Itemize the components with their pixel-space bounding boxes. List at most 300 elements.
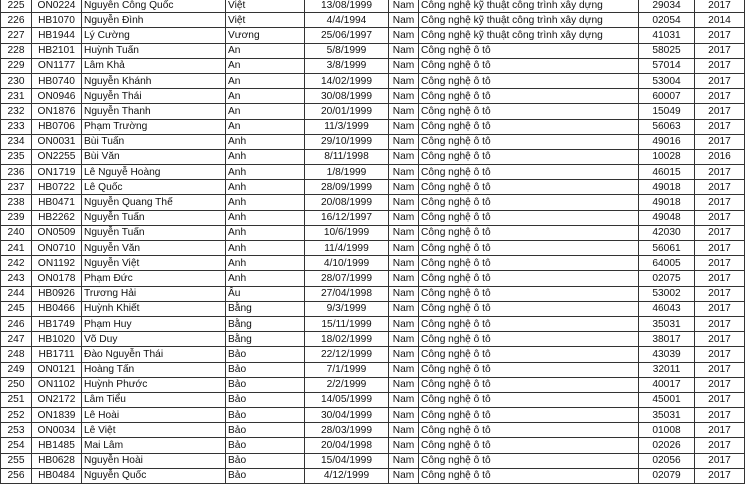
cell-stt: 225 [1,0,32,13]
table-row [1,301,745,316]
cell-code: 49018 [639,180,695,195]
cell-code: 46043 [639,301,695,316]
cell-stt: 250 [1,377,32,392]
cell-year: 2017 [695,58,745,73]
cell-year: 2017 [695,392,745,407]
cell-gender: Nam [389,271,419,286]
cell-family-middle-name: Nguyễn Quang Thế [82,195,226,210]
cell-family-middle-name: Nguyễn Văn [82,241,226,256]
cell-student-code: HB1070 [32,13,82,28]
cell-date-of-birth: 4/4/1994 [305,13,389,28]
cell-year: 2017 [695,438,745,453]
cell-given-name: Bảo [226,362,305,377]
cell-gender: Nam [389,73,419,88]
table-row [1,438,745,453]
table-row [1,316,745,331]
cell-given-name: Bảo [226,347,305,362]
cell-given-name: Bằng [226,301,305,316]
cell-gender: Nam [389,210,419,225]
cell-gender: Nam [389,119,419,134]
cell-date-of-birth: 10/6/1999 [305,225,389,240]
cell-gender: Nam [389,180,419,195]
cell-family-middle-name: Nguyễn Việt [82,256,226,271]
cell-date-of-birth: 22/12/1999 [305,347,389,362]
cell-year: 2017 [695,423,745,438]
cell-year: 2017 [695,408,745,423]
cell-code: 56063 [639,119,695,134]
cell-stt: 253 [1,423,32,438]
cell-given-name: An [226,43,305,58]
cell-gender: Nam [389,301,419,316]
cell-date-of-birth: 11/4/1999 [305,241,389,256]
table-row [1,180,745,195]
cell-date-of-birth: 20/04/1998 [305,438,389,453]
table-row [1,134,745,149]
cell-student-code: ON1719 [32,165,82,180]
table-row [1,28,745,43]
cell-year: 2017 [695,195,745,210]
cell-gender: Nam [389,408,419,423]
cell-year: 2017 [695,286,745,301]
cell-given-name: Anh [226,134,305,149]
cell-code: 43039 [639,347,695,362]
cell-given-name: Bảo [226,438,305,453]
cell-given-name: Bằng [226,332,305,347]
cell-major: Công nghệ ô tô [419,241,639,256]
cell-gender: Nam [389,453,419,468]
table-row [1,43,745,58]
cell-given-name: Bảo [226,377,305,392]
cell-stt: 244 [1,286,32,301]
cell-year: 2017 [695,28,745,43]
cell-year: 2017 [695,453,745,468]
cell-stt: 251 [1,392,32,407]
cell-major: Công nghệ ô tô [419,256,639,271]
cell-year: 2017 [695,0,745,13]
cell-date-of-birth: 16/12/1997 [305,210,389,225]
cell-gender: Nam [389,58,419,73]
cell-student-code: HB1749 [32,316,82,331]
table-row [1,377,745,392]
table-row [1,271,745,286]
cell-date-of-birth: 28/03/1999 [305,423,389,438]
cell-code: 49016 [639,134,695,149]
table-row [1,286,745,301]
cell-student-code: ON2172 [32,392,82,407]
cell-stt: 235 [1,149,32,164]
cell-date-of-birth: 25/06/1997 [305,28,389,43]
cell-given-name: Vương [226,28,305,43]
cell-year: 2017 [695,225,745,240]
cell-gender: Nam [389,43,419,58]
cell-year: 2014 [695,13,745,28]
cell-stt: 229 [1,58,32,73]
cell-major: Công nghệ ô tô [419,149,639,164]
cell-student-code: HB1944 [32,28,82,43]
cell-code: 29034 [639,0,695,13]
cell-major: Công nghệ ô tô [419,89,639,104]
cell-family-middle-name: Lý Cường [82,28,226,43]
cell-student-code: ON0031 [32,134,82,149]
table-row [1,362,745,377]
cell-major: Công nghệ ô tô [419,165,639,180]
cell-family-middle-name: Nguyễn Quốc [82,468,226,483]
table-row [1,89,745,104]
cell-student-code: HB0740 [32,73,82,88]
cell-family-middle-name: Lê Quốc [82,180,226,195]
cell-date-of-birth: 4/12/1999 [305,468,389,483]
cell-gender: Nam [389,362,419,377]
cell-date-of-birth: 4/10/1999 [305,256,389,271]
cell-major: Công nghệ ô tô [419,347,639,362]
cell-family-middle-name: Đào Nguyễn Thái [82,347,226,362]
cell-year: 2017 [695,468,745,483]
cell-family-middle-name: Nguyễn Tuấn [82,210,226,225]
cell-given-name: An [226,73,305,88]
cell-code: 01008 [639,423,695,438]
cell-major: Công nghệ ô tô [419,332,639,347]
cell-major: Công nghệ ô tô [419,43,639,58]
cell-date-of-birth: 28/07/1999 [305,271,389,286]
cell-student-code: ON1192 [32,256,82,271]
cell-gender: Nam [389,225,419,240]
cell-stt: 234 [1,134,32,149]
cell-major: Công nghệ kỹ thuật công trình xây dựng [419,0,639,13]
cell-stt: 243 [1,271,32,286]
cell-gender: Nam [389,241,419,256]
cell-code: 46015 [639,165,695,180]
cell-given-name: Bảo [226,423,305,438]
cell-gender: Nam [389,377,419,392]
cell-code: 60007 [639,89,695,104]
cell-student-code: HB0722 [32,180,82,195]
cell-date-of-birth: 15/04/1999 [305,453,389,468]
cell-year: 2017 [695,377,745,392]
cell-family-middle-name: Lê Nguyễ Hoàng [82,165,226,180]
cell-student-code: ON0710 [32,241,82,256]
cell-gender: Nam [389,256,419,271]
cell-code: 57014 [639,58,695,73]
table-row [1,0,745,13]
cell-given-name: Anh [226,149,305,164]
cell-year: 2017 [695,362,745,377]
cell-student-code: ON1177 [32,58,82,73]
cell-family-middle-name: Lâm Tiểu [82,392,226,407]
cell-given-name: Việt [226,13,305,28]
cell-major: Công nghệ ô tô [419,286,639,301]
cell-student-code: HB1711 [32,347,82,362]
cell-date-of-birth: 27/04/1998 [305,286,389,301]
cell-stt: 255 [1,453,32,468]
cell-family-middle-name: Võ Duy [82,332,226,347]
cell-date-of-birth: 30/08/1999 [305,89,389,104]
cell-year: 2017 [695,165,745,180]
cell-given-name: Anh [226,180,305,195]
cell-date-of-birth: 5/8/1999 [305,43,389,58]
cell-family-middle-name: Phạm Đức [82,271,226,286]
cell-year: 2017 [695,89,745,104]
cell-given-name: Bảo [226,392,305,407]
cell-date-of-birth: 15/11/1999 [305,316,389,331]
cell-family-middle-name: Lê Hoài [82,408,226,423]
cell-family-middle-name: Nguyễn Khánh [82,73,226,88]
cell-family-middle-name: Hoàng Tấn [82,362,226,377]
cell-year: 2017 [695,134,745,149]
cell-given-name: Anh [226,225,305,240]
cell-major: Công nghệ ô tô [419,119,639,134]
cell-major: Công nghệ ô tô [419,271,639,286]
cell-stt: 246 [1,316,32,331]
cell-student-code: HB0628 [32,453,82,468]
cell-family-middle-name: Nguyễn Thái [82,89,226,104]
cell-student-code: HB2101 [32,43,82,58]
cell-year: 2017 [695,301,745,316]
cell-family-middle-name: Huỳnh Phước [82,377,226,392]
cell-student-code: HB2262 [32,210,82,225]
cell-gender: Nam [389,28,419,43]
cell-family-middle-name: Huỳnh Tuấn [82,43,226,58]
cell-major: Công nghệ ô tô [419,362,639,377]
cell-given-name: An [226,104,305,119]
cell-major: Công nghệ ô tô [419,225,639,240]
cell-major: Công nghệ ô tô [419,438,639,453]
cell-student-code: HB1485 [32,438,82,453]
table-row [1,104,745,119]
cell-stt: 236 [1,165,32,180]
cell-stt: 245 [1,301,32,316]
cell-major: Công nghệ ô tô [419,377,639,392]
cell-date-of-birth: 20/08/1999 [305,195,389,210]
cell-major: Công nghệ ô tô [419,453,639,468]
cell-family-middle-name: Bùi Văn [82,149,226,164]
cell-student-code: HB0706 [32,119,82,134]
cell-date-of-birth: 11/3/1999 [305,119,389,134]
cell-stt: 231 [1,89,32,104]
cell-stt: 227 [1,28,32,43]
cell-code: 35031 [639,316,695,331]
cell-gender: Nam [389,332,419,347]
cell-gender: Nam [389,316,419,331]
cell-year: 2017 [695,241,745,256]
table-row [1,256,745,271]
cell-stt: 228 [1,43,32,58]
table-row [1,423,745,438]
cell-student-code: HB0471 [32,195,82,210]
cell-date-of-birth: 7/1/1999 [305,362,389,377]
cell-given-name: Bảo [226,453,305,468]
cell-date-of-birth: 28/09/1999 [305,180,389,195]
cell-major: Công nghệ ô tô [419,104,639,119]
cell-gender: Nam [389,195,419,210]
cell-gender: Nam [389,89,419,104]
cell-major: Công nghệ ô tô [419,408,639,423]
cell-date-of-birth: 8/11/1998 [305,149,389,164]
cell-given-name: Bằng [226,316,305,331]
table-row [1,468,745,483]
cell-stt: 241 [1,241,32,256]
cell-date-of-birth: 13/08/1999 [305,0,389,13]
cell-date-of-birth: 29/10/1999 [305,134,389,149]
cell-student-code: HB1020 [32,332,82,347]
cell-code: 58025 [639,43,695,58]
cell-student-code: ON0121 [32,362,82,377]
cell-gender: Nam [389,165,419,180]
cell-student-code: HB0484 [32,468,82,483]
cell-major: Công nghệ ô tô [419,210,639,225]
cell-student-code: ON1102 [32,377,82,392]
cell-given-name: Anh [226,210,305,225]
cell-stt: 232 [1,104,32,119]
cell-family-middle-name: Phạm Trường [82,119,226,134]
cell-code: 56061 [639,241,695,256]
cell-code: 53004 [639,73,695,88]
cell-date-of-birth: 9/3/1999 [305,301,389,316]
cell-given-name: Âu [226,286,305,301]
cell-major: Công nghệ ô tô [419,134,639,149]
cell-year: 2017 [695,347,745,362]
cell-given-name: Anh [226,271,305,286]
cell-major: Công nghệ ô tô [419,316,639,331]
cell-code: 02075 [639,271,695,286]
cell-year: 2016 [695,149,745,164]
cell-given-name: Bảo [226,408,305,423]
cell-stt: 238 [1,195,32,210]
table-row [1,13,745,28]
cell-gender: Nam [389,104,419,119]
cell-given-name: Bảo [226,468,305,483]
cell-major: Công nghệ ô tô [419,58,639,73]
cell-family-middle-name: Nguyễn Đình [82,13,226,28]
table-row [1,332,745,347]
cell-stt: 252 [1,408,32,423]
cell-gender: Nam [389,423,419,438]
cell-code: 41031 [639,28,695,43]
cell-given-name: Anh [226,256,305,271]
cell-code: 32011 [639,362,695,377]
table-row [1,225,745,240]
cell-family-middle-name: Nguyễn Thanh [82,104,226,119]
cell-year: 2017 [695,119,745,134]
cell-gender: Nam [389,286,419,301]
cell-code: 02054 [639,13,695,28]
cell-year: 2017 [695,271,745,286]
cell-date-of-birth: 20/01/1999 [305,104,389,119]
cell-major: Công nghệ kỹ thuật công trình xây dựng [419,28,639,43]
cell-family-middle-name: Lâm Khả [82,58,226,73]
cell-year: 2017 [695,180,745,195]
cell-code: 53002 [639,286,695,301]
table-row [1,119,745,134]
cell-code: 49018 [639,195,695,210]
cell-family-middle-name: Nguyễn Công Quốc [82,0,226,13]
cell-given-name: Việt [226,0,305,13]
cell-code: 38017 [639,332,695,347]
cell-stt: 237 [1,180,32,195]
cell-code: 35031 [639,408,695,423]
cell-stt: 242 [1,256,32,271]
cell-family-middle-name: Nguyễn Tuấn [82,225,226,240]
cell-year: 2017 [695,73,745,88]
cell-code: 49048 [639,210,695,225]
cell-code: 15049 [639,104,695,119]
cell-major: Công nghệ ô tô [419,180,639,195]
cell-family-middle-name: Phạm Huy [82,316,226,331]
cell-family-middle-name: Bùi Tuấn [82,134,226,149]
cell-stt: 233 [1,119,32,134]
cell-code: 42030 [639,225,695,240]
table-row [1,347,745,362]
table-row [1,210,745,225]
cell-date-of-birth: 3/8/1999 [305,58,389,73]
cell-student-code: ON0509 [32,225,82,240]
cell-gender: Nam [389,134,419,149]
cell-major: Công nghệ ô tô [419,468,639,483]
cell-code: 02079 [639,468,695,483]
cell-given-name: Anh [226,165,305,180]
table-row [1,453,745,468]
cell-student-code: ON1876 [32,104,82,119]
cell-date-of-birth: 14/05/1999 [305,392,389,407]
cell-given-name: An [226,119,305,134]
cell-given-name: An [226,58,305,73]
cell-date-of-birth: 2/2/1999 [305,377,389,392]
cell-family-middle-name: Huỳnh Khiết [82,301,226,316]
cell-year: 2017 [695,316,745,331]
cell-year: 2017 [695,104,745,119]
cell-code: 02026 [639,438,695,453]
cell-stt: 254 [1,438,32,453]
table-row [1,165,745,180]
cell-code: 45001 [639,392,695,407]
table-row [1,408,745,423]
cell-student-code: ON0946 [32,89,82,104]
cell-year: 2017 [695,332,745,347]
cell-major: Công nghệ ô tô [419,423,639,438]
cell-date-of-birth: 14/02/1999 [305,73,389,88]
table-body [1,0,745,484]
cell-stt: 239 [1,210,32,225]
cell-date-of-birth: 30/04/1999 [305,408,389,423]
cell-family-middle-name: Nguyễn Hoài [82,453,226,468]
cell-student-code: ON1839 [32,408,82,423]
cell-gender: Nam [389,347,419,362]
table-row [1,392,745,407]
table-row [1,73,745,88]
cell-year: 2017 [695,210,745,225]
cell-gender: Nam [389,0,419,13]
cell-gender: Nam [389,438,419,453]
cell-stt: 256 [1,468,32,483]
cell-student-code: HB0466 [32,301,82,316]
cell-gender: Nam [389,392,419,407]
cell-major: Công nghệ ô tô [419,392,639,407]
table-row [1,241,745,256]
cell-gender: Nam [389,13,419,28]
table-row [1,149,745,164]
cell-stt: 240 [1,225,32,240]
cell-major: Công nghệ ô tô [419,301,639,316]
cell-student-code: ON0034 [32,423,82,438]
cell-date-of-birth: 18/02/1999 [305,332,389,347]
table-row [1,195,745,210]
cell-major: Công nghệ ô tô [419,73,639,88]
cell-family-middle-name: Mai Lâm [82,438,226,453]
cell-stt: 248 [1,347,32,362]
cell-date-of-birth: 1/8/1999 [305,165,389,180]
cell-given-name: Anh [226,195,305,210]
cell-code: 40017 [639,377,695,392]
cell-student-code: ON0224 [32,0,82,13]
